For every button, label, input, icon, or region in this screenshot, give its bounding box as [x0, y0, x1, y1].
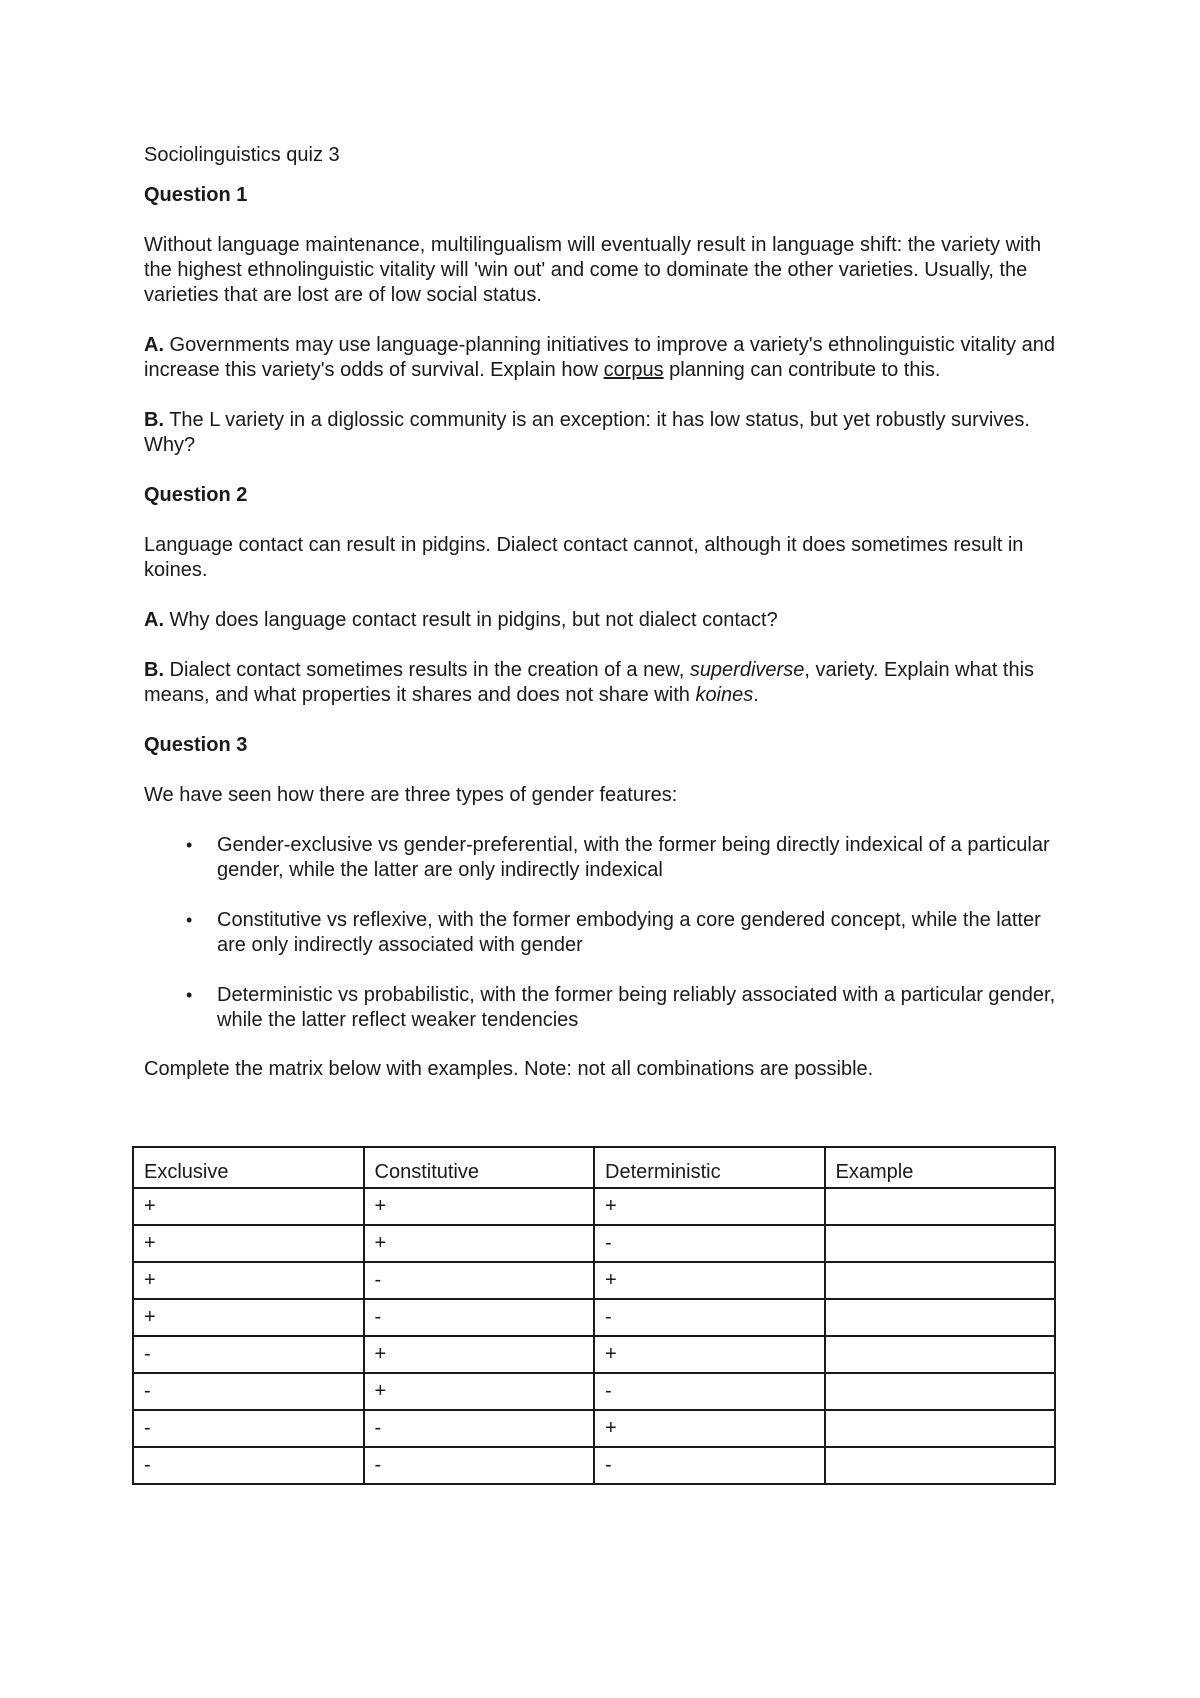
- header-exclusive: Exclusive: [133, 1147, 364, 1188]
- part-b-text: The L variety in a diglossic community is an exception: it has low status, but yet robustly survives. Why?: [144, 409, 1030, 456]
- document-page: [144, 143, 1069, 1082]
- cell-deterministic: -: [594, 1299, 825, 1336]
- question-3-heading: Question 3: [144, 734, 248, 756]
- part-b-label: B.: [144, 659, 164, 681]
- cell-example[interactable]: [825, 1447, 1056, 1484]
- cell-constitutive: +: [364, 1336, 595, 1373]
- cell-deterministic: +: [594, 1262, 825, 1299]
- question-1-intro: Without language maintenance, multilingualism will eventually result in language shift: the variety with the highest ethnolinguistic vitality will 'win out' and come to dominate the other varieties. Usually, the varieties that are lost are of low social status.: [144, 234, 1042, 306]
- question-1-heading: Question 1: [144, 184, 248, 206]
- superdiverse-italic: superdiverse: [689, 659, 805, 681]
- cell-constitutive: +: [364, 1225, 595, 1262]
- part-a-text: Why does language contact result in pidgins, but not dialect contact?: [164, 609, 778, 631]
- cell-example[interactable]: [825, 1225, 1056, 1262]
- cell-constitutive: -: [364, 1262, 595, 1299]
- question-2-part-b: [144, 658, 1069, 708]
- part-b-label: B.: [144, 409, 164, 431]
- header-constitutive: Constitutive: [364, 1147, 595, 1188]
- question-3-intro: We have seen how there are three types of gender features:: [144, 784, 678, 806]
- question-1-part-b: [144, 408, 1069, 458]
- cell-deterministic: -: [594, 1225, 825, 1262]
- header-deterministic: Deterministic: [594, 1147, 825, 1188]
- bullet-icon: •: [186, 910, 193, 930]
- cell-constitutive: -: [364, 1299, 595, 1336]
- cell-deterministic: -: [594, 1373, 825, 1410]
- cell-exclusive: -: [133, 1336, 364, 1373]
- table-row: [133, 1188, 1055, 1225]
- cell-constitutive: +: [364, 1188, 595, 1225]
- table-header-row: [133, 1147, 1055, 1188]
- list-item: [144, 833, 1069, 883]
- table-row: [133, 1410, 1055, 1447]
- cell-deterministic: +: [594, 1188, 825, 1225]
- part-a-text-end: planning can contribute to this.: [663, 359, 941, 381]
- feature-text: Constitutive vs reflexive, with the former embodying a core gendered concept, while the latter are only indirectly associated with gender: [217, 909, 1041, 956]
- cell-constitutive: -: [364, 1410, 595, 1447]
- cell-exclusive: +: [133, 1225, 364, 1262]
- cell-exclusive: +: [133, 1188, 364, 1225]
- table-row: [133, 1299, 1055, 1336]
- cell-example[interactable]: [825, 1262, 1056, 1299]
- table-row: [133, 1447, 1055, 1484]
- gender-features-matrix: [132, 1146, 1056, 1485]
- question-2-heading: Question 2: [144, 484, 248, 506]
- cell-example[interactable]: [825, 1373, 1056, 1410]
- question-3-instruction: Complete the matrix below with examples. Note: not all combinations are possible.: [144, 1058, 874, 1080]
- part-b-text: Dialect contact sometimes results in the creation of a new,: [164, 659, 690, 681]
- part-b-text-end: .: [753, 684, 759, 706]
- bullet-icon: •: [186, 985, 193, 1005]
- gender-features-list: [144, 833, 1069, 1033]
- table-row: [133, 1262, 1055, 1299]
- cell-constitutive: +: [364, 1373, 595, 1410]
- list-item: [144, 908, 1069, 958]
- cell-exclusive: +: [133, 1299, 364, 1336]
- table-row: [133, 1225, 1055, 1262]
- list-item: [144, 983, 1069, 1033]
- cell-example[interactable]: [825, 1410, 1056, 1447]
- cell-example[interactable]: [825, 1188, 1056, 1225]
- part-a-text: Governments may use language-planning initiatives to improve a variety's ethnolinguistic vitality and increase this variety's odds of survival. Explain how: [144, 334, 1055, 381]
- document-title: Sociolinguistics quiz 3: [144, 144, 340, 166]
- bullet-icon: •: [186, 835, 193, 855]
- part-b-text-mid: , variety. Explain what this means, and what properties it shares and does not share with: [144, 659, 1035, 706]
- koines-italic: koines: [695, 684, 754, 706]
- feature-text: Deterministic vs probabilistic, with the former being reliably associated with a particular gender, while the latter reflect weaker tendencies: [217, 984, 1056, 1031]
- cell-exclusive: -: [133, 1373, 364, 1410]
- corpus-underlined: corpus: [603, 359, 664, 381]
- cell-constitutive: -: [364, 1447, 595, 1484]
- table-row: [133, 1336, 1055, 1373]
- cell-exclusive: -: [133, 1447, 364, 1484]
- cell-deterministic: +: [594, 1336, 825, 1373]
- cell-exclusive: +: [133, 1262, 364, 1299]
- question-2-part-a: [144, 608, 1069, 633]
- feature-text: Gender-exclusive vs gender-preferential, with the former being directly indexical of a particular gender, while the latter are only indirectly indexical: [217, 834, 1050, 881]
- question-1-part-a: [144, 333, 1069, 383]
- part-a-label: A.: [144, 334, 164, 356]
- cell-deterministic: +: [594, 1410, 825, 1447]
- header-example: Example: [825, 1147, 1056, 1188]
- cell-example[interactable]: [825, 1336, 1056, 1373]
- table-row: [133, 1373, 1055, 1410]
- cell-exclusive: -: [133, 1410, 364, 1447]
- question-2-intro: Language contact can result in pidgins. Dialect contact cannot, although it does sometimes result in koines.: [144, 534, 1024, 581]
- cell-deterministic: -: [594, 1447, 825, 1484]
- part-a-label: A.: [144, 609, 164, 631]
- cell-example[interactable]: [825, 1299, 1056, 1336]
